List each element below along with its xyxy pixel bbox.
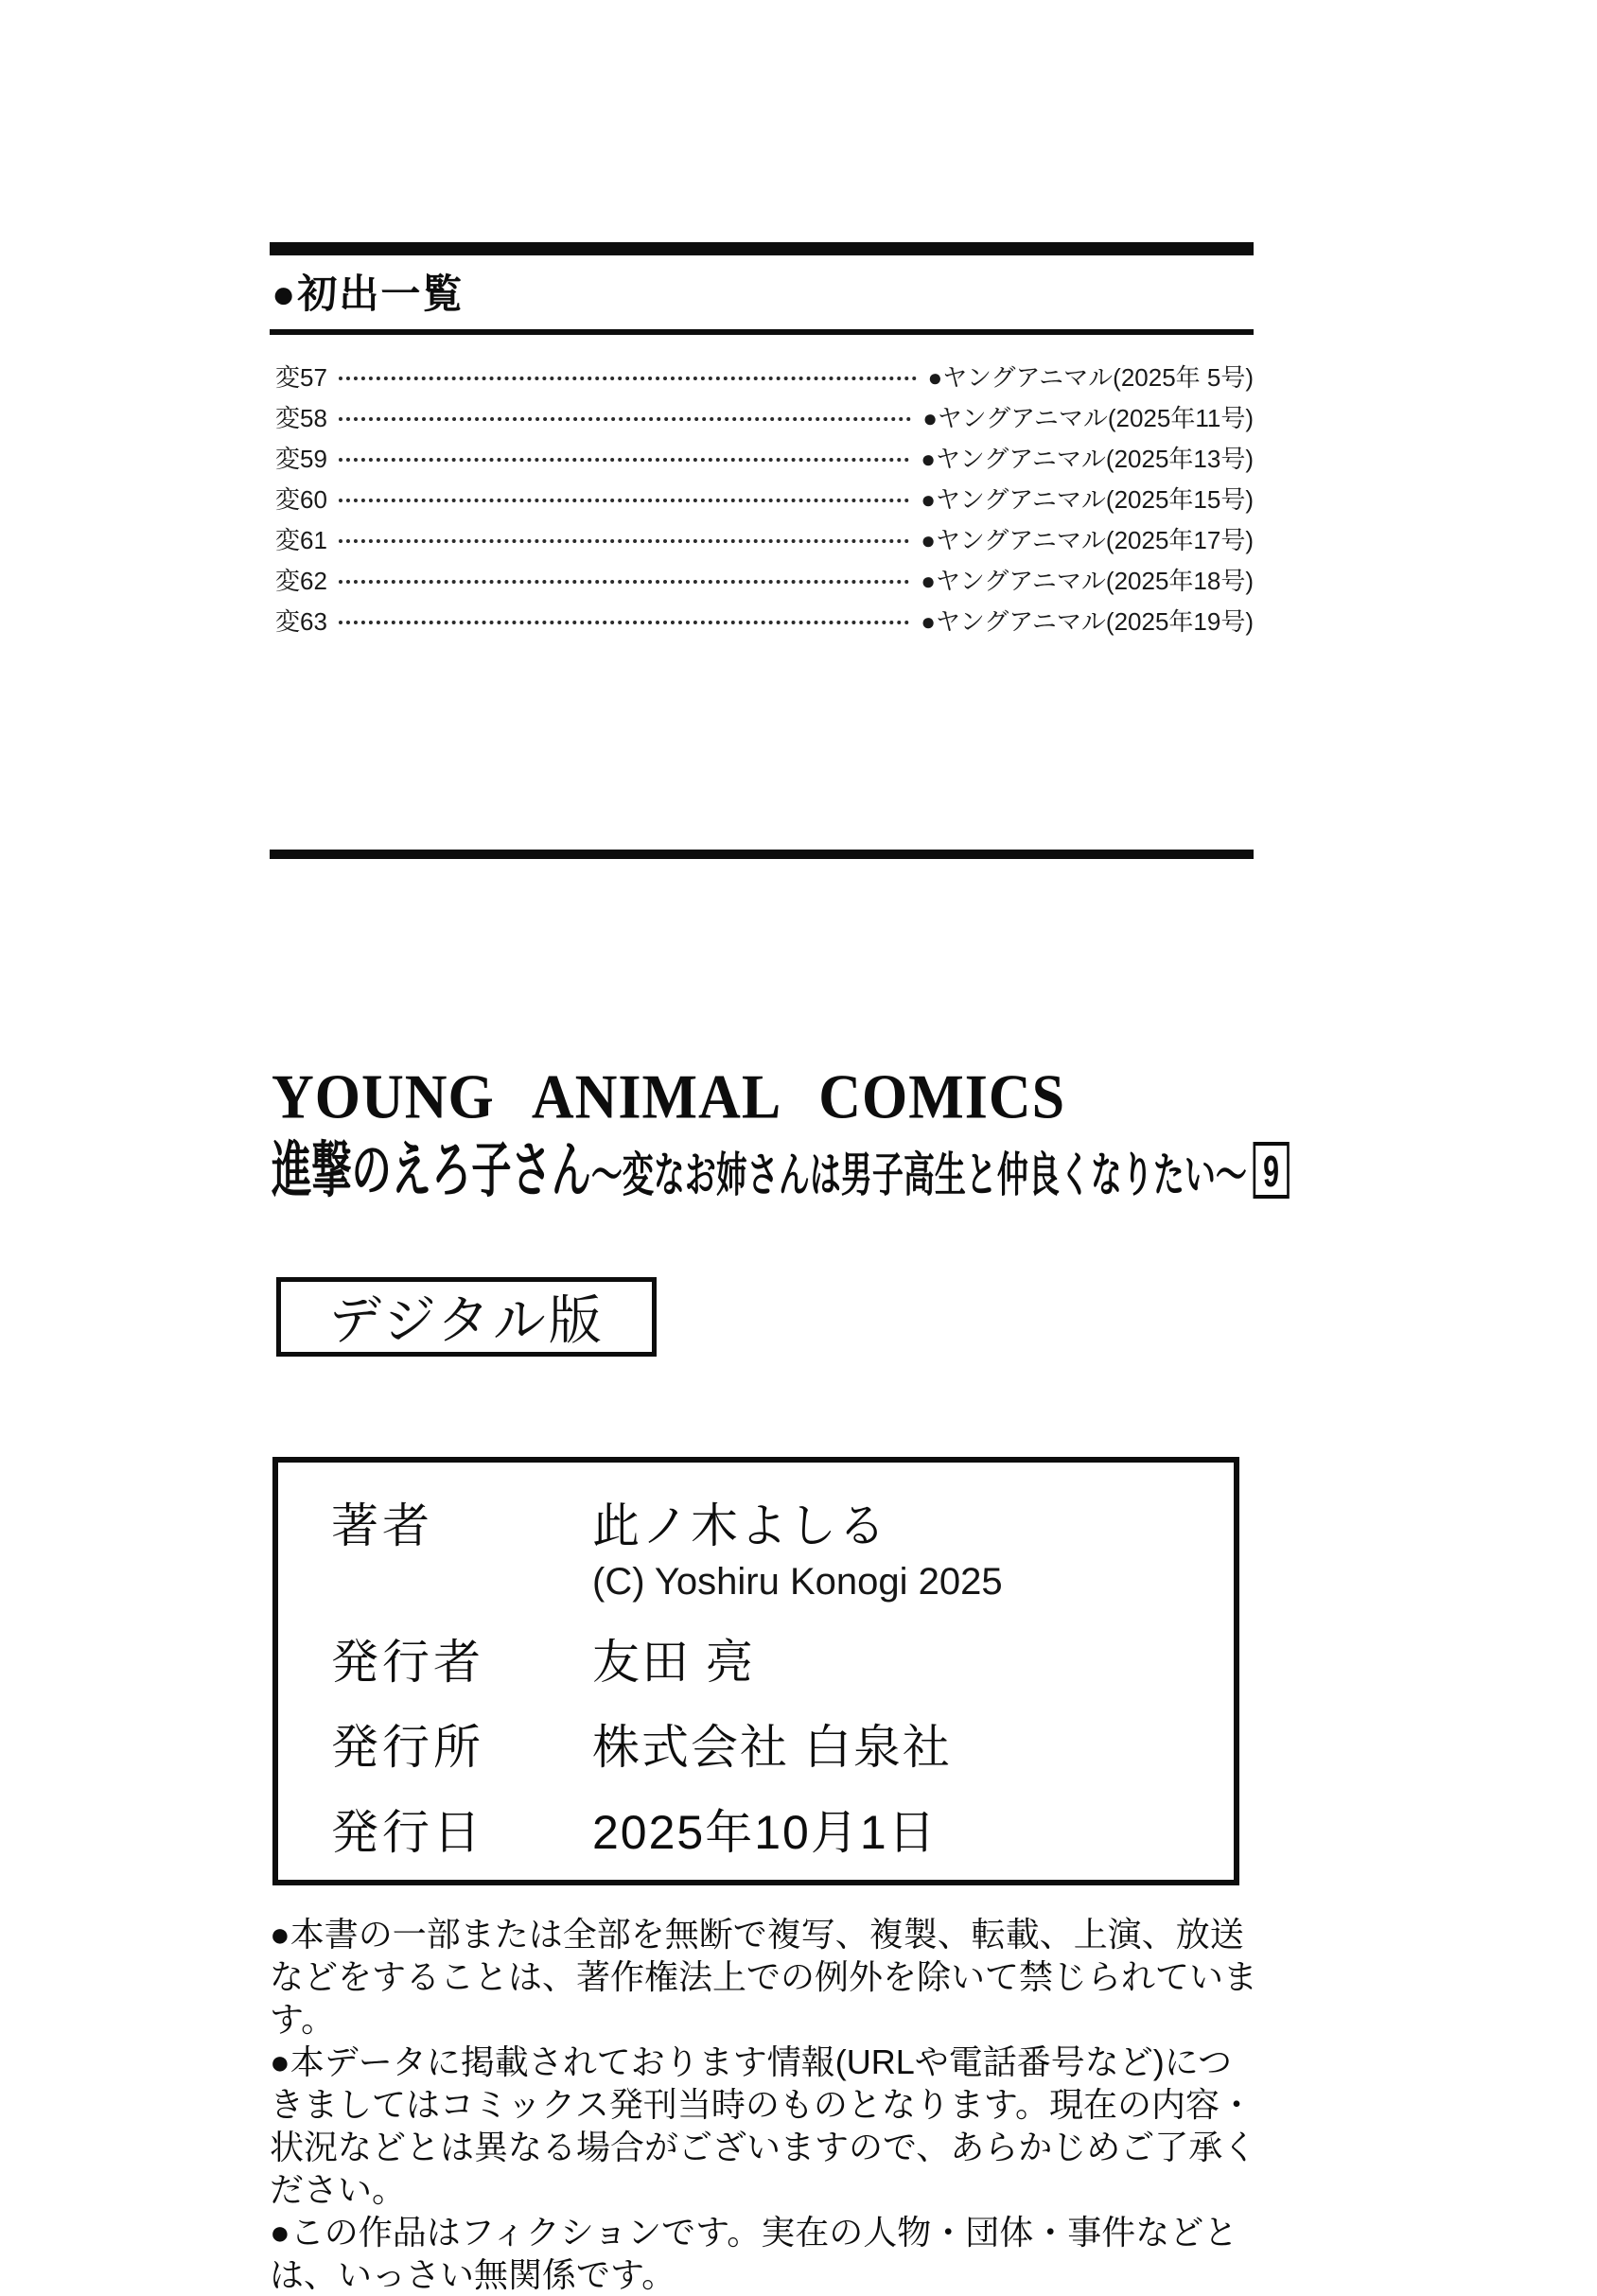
spacer	[331, 1686, 1234, 1724]
publish-date-row	[331, 1806, 1234, 1859]
header-rule	[270, 329, 1254, 335]
book-title-subtitle: ～変なお姉さんは男子高生と仲良くなりたい～	[590, 1148, 1247, 1201]
publication-row	[270, 356, 1254, 396]
source-label: ●ヤングアニマル(2025年19号)	[921, 607, 1254, 636]
source-label: ●ヤングアニマル(2025年15号)	[921, 485, 1254, 514]
publication-rows	[270, 356, 1254, 640]
book-title-main: 進撃のえろ子さん	[272, 1136, 591, 1204]
publication-row	[270, 437, 1254, 478]
volume-number-badge: 9	[1254, 1142, 1290, 1199]
colophon-box	[272, 1457, 1239, 1885]
publish-date-label: 発行日	[331, 1806, 484, 1859]
spacer	[331, 1771, 1234, 1809]
chapter-label: 変57	[275, 363, 327, 392]
top-rule	[270, 242, 1254, 255]
source-label: ●ヤングアニマル(2025年11号)	[922, 404, 1254, 432]
chapter-label: 変59	[275, 445, 327, 473]
publish-date-value: 2025年10月1日	[592, 1806, 938, 1859]
publication-row	[270, 559, 1254, 600]
legal-notices	[270, 1913, 1261, 2296]
section-divider-rule	[270, 850, 1254, 859]
copyright-notice: ●本書の一部または全部を無断で複写、複製、転載、上演、放送などをすることは、著作権法上での例外を除いて禁じられています。	[270, 1915, 1258, 2039]
publication-row	[270, 518, 1254, 559]
fiction-disclaimer: ●この作品はフィクションです。実在の人物・団体・事件などとは、いっさい無関係です。	[270, 2213, 1238, 2294]
publication-list-title: ●初出一覧	[272, 272, 465, 316]
publication-row	[270, 478, 1254, 518]
spacer	[331, 1601, 1234, 1639]
series-label: YOUNG ANIMAL COMICS	[272, 1062, 1066, 1132]
chapter-label: 変58	[275, 404, 327, 432]
source-label: ●ヤングアニマル(2025年18号)	[921, 567, 1254, 595]
author-row	[331, 1499, 1234, 1552]
publisher-company-label: 発行所	[331, 1721, 484, 1774]
book-title	[272, 1136, 1290, 1204]
dot-leader	[339, 458, 909, 462]
dot-leader	[339, 580, 909, 584]
chapter-label: 変63	[275, 607, 327, 636]
publisher-person-row	[331, 1636, 1234, 1689]
digital-edition-box	[276, 1277, 657, 1357]
publisher-company-row	[331, 1721, 1234, 1774]
copyright-note: (C) Yoshiru Konogi 2025	[592, 1561, 1003, 1603]
digital-edition-label: デジタル版	[328, 1290, 605, 1350]
author-value: 此ノ木よしる	[592, 1499, 887, 1552]
data-accuracy-notice: ●本データに掲載されております情報(URLや電話番号など)につきましてはコミックス発刊当時のものとなります。現在の内容・状況などとは異なる場合がございますので、あらかじめご了承ください。	[270, 2042, 1257, 2209]
source-label: ●ヤングアニマル(2025年17号)	[921, 526, 1254, 554]
dot-leader	[339, 417, 911, 421]
chapter-label: 変60	[275, 485, 327, 514]
publisher-company-value: 株式会社 白泉社	[592, 1721, 952, 1774]
publication-row	[270, 600, 1254, 640]
first-publication-list	[270, 242, 1254, 640]
source-label: ●ヤングアニマル(2025年13号)	[921, 445, 1254, 473]
publication-row	[270, 396, 1254, 437]
chapter-label: 変62	[275, 567, 327, 595]
dot-leader	[339, 499, 909, 502]
chapter-label: 変61	[275, 526, 327, 554]
source-label: ●ヤングアニマル(2025年 5号)	[927, 363, 1254, 392]
publisher-person-label: 発行者	[331, 1636, 484, 1689]
author-label: 著者	[331, 1499, 433, 1552]
dot-leader	[339, 621, 909, 624]
dot-leader	[339, 539, 909, 543]
dot-leader	[339, 377, 917, 380]
publisher-person-value: 友田 亮	[592, 1636, 755, 1689]
